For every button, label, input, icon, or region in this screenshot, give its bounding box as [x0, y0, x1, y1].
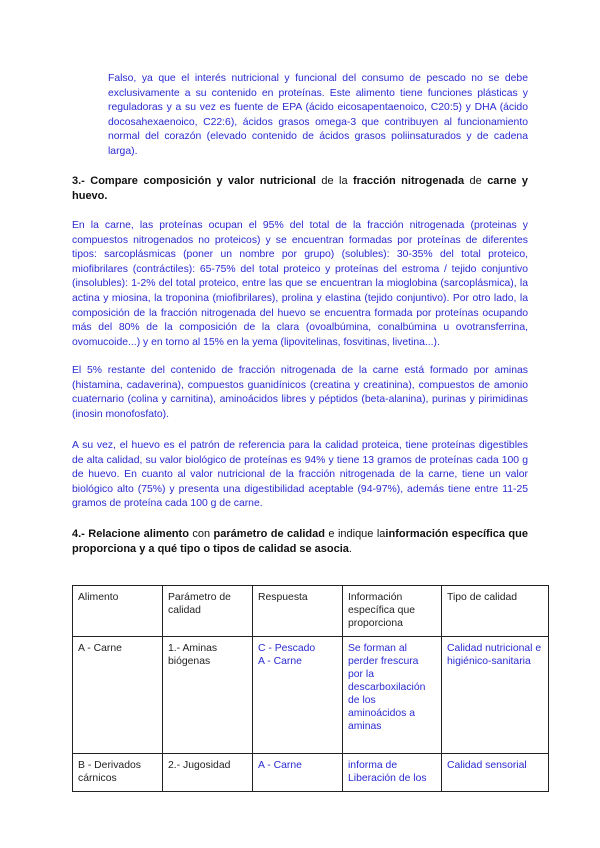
- header-parametro: Parámetro de calidad: [163, 586, 253, 637]
- cell-parametro: 1.- Aminas biógenas: [163, 637, 253, 754]
- table-header-row: [73, 586, 549, 637]
- tipo-line-2: higiénico-sanitaria: [447, 656, 531, 667]
- answer-paragraph-remaining: El 5% restante del contenido de fracción nitrogenada de la carne está formado por aminas (histamina, cadaverina), compuestos guanidínicos (creatina y creatinina), compuestos de amonio cuaternario (colina y carnitina), aminoácidos libres y péptidos (beta-alanina), purinas y pirimidinas (inosin monofosfato).: [72, 365, 528, 420]
- answer-paragraph-meat-egg: En la carne, las proteínas ocupan el 95% del total de la fracción nitrogenada (proteinas y compuestos nitrogenados no proteicos) y se encuentran formadas por proteínas de diferentes tipos: sarcoplásmicas (poner un nombre por grupo) (solubles): 30-35% del total proteico, miofibrilares (contráctiles): 65-75% del total proteico y proteínas del estroma / tejido conjuntivo (insolubles): 1-2% del total proteico, entre las que se encuentran la mioglobina (sarcoplásmica), la actina y miosina, la troponina (miofibrilares), prolina y elastina (tejido conjuntivo). Por otro lado, la composición de la fracción nitrogenada del huevo se encuentra formada por proteínas ocupando más del 80% de la composición de la clara (ovoalbúmina, conalbúmina u ovotransferrina, ovomucoide...) y en torno al 15% en la yema (lipovitelinas, fosvitinas, livetina...).: [72, 220, 528, 348]
- question-4-heading: [72, 527, 528, 557]
- cell-alimento: B - Derivados cárnicos: [73, 754, 163, 792]
- answer-text-fish: Falso, ya que el interés nutricional y funcional del consumo de pescado no se debe exclusivamente a su contenido en proteínas. Este alimento tiene funciones plásticas y reguladoras y a su vez es fuente de EPA (ácido eicosapentaenoico, C20:5) y DHA (ácido docosahexaenoico, C22:6), ácidos grasos omega-3 que contribuyen al funcionamiento normal del corazón (elevado contenido de ácidos grasos poliinsaturados y de cadena larga).: [108, 73, 528, 157]
- tipo-line-1: Calidad nutricional e: [447, 643, 542, 654]
- question-3-heading: [72, 174, 528, 204]
- table-row: [73, 754, 549, 792]
- quality-table: [72, 585, 549, 792]
- respuesta-line-2: A - Carne: [258, 656, 302, 667]
- question-3-number: 3.-: [72, 175, 85, 187]
- cell-alimento: A - Carne: [73, 637, 163, 754]
- cell-parametro: 2.- Jugosidad: [163, 754, 253, 792]
- header-alimento: Alimento: [73, 586, 163, 637]
- question-4-part1: Relacione alimento: [88, 528, 189, 540]
- cell-informacion: informa de Liberación de los: [343, 754, 442, 792]
- question-3-part2: de la: [321, 175, 348, 187]
- question-3-part5: carne y huevo.: [72, 175, 529, 202]
- respuesta-line-1: C - Pescado: [258, 643, 316, 654]
- answer-paragraph-fish: [108, 72, 528, 160]
- question-3-part4: de: [469, 175, 482, 187]
- header-tipo: Tipo de calidad: [442, 586, 549, 637]
- cell-respuesta: [253, 637, 343, 754]
- question-4-number: 4.-: [72, 528, 85, 540]
- header-informacion: Información específica que proporciona: [343, 586, 442, 637]
- cell-informacion: Se forman al perder frescura por la descarboxilación de los aminoácidos a aminas: [343, 637, 442, 754]
- question-4-part6: .: [348, 543, 352, 555]
- table-row: [73, 637, 549, 754]
- answer-paragraph-egg-reference: A su vez, el huevo es el patrón de referencia para la calidad proteica, tiene proteínas digestibles de alta calidad, su valor biológico de proteínas es 94% y tiene 13 gramos de proteínas cada 100 g de huevo. En cuanto al valor nutricional de la fracción nitrogenada de la carne, tiene un valor biológico alto (75%) y presenta una digestibilidad aceptable (94-97%), además tiene entre 11-25 gramos de proteína cada 100 g de carne.: [72, 440, 528, 510]
- question-4-part5: información específica que proporciona y a qué tipo o tipos de calidad se asocia: [72, 528, 528, 555]
- cell-tipo: Calidad sensorial: [442, 754, 549, 792]
- question-4-part3: parámetro de calidad: [213, 528, 325, 540]
- header-respuesta: Respuesta: [253, 586, 343, 637]
- question-4-part4: e indique la: [328, 528, 386, 540]
- cell-tipo: [442, 637, 549, 754]
- question-3-part3: fracción nitrogenada: [352, 175, 465, 187]
- question-3-part1: Compare composición y valor nutricional: [90, 175, 316, 187]
- question-4-part2: con: [192, 528, 211, 540]
- cell-respuesta: A - Carne: [253, 754, 343, 792]
